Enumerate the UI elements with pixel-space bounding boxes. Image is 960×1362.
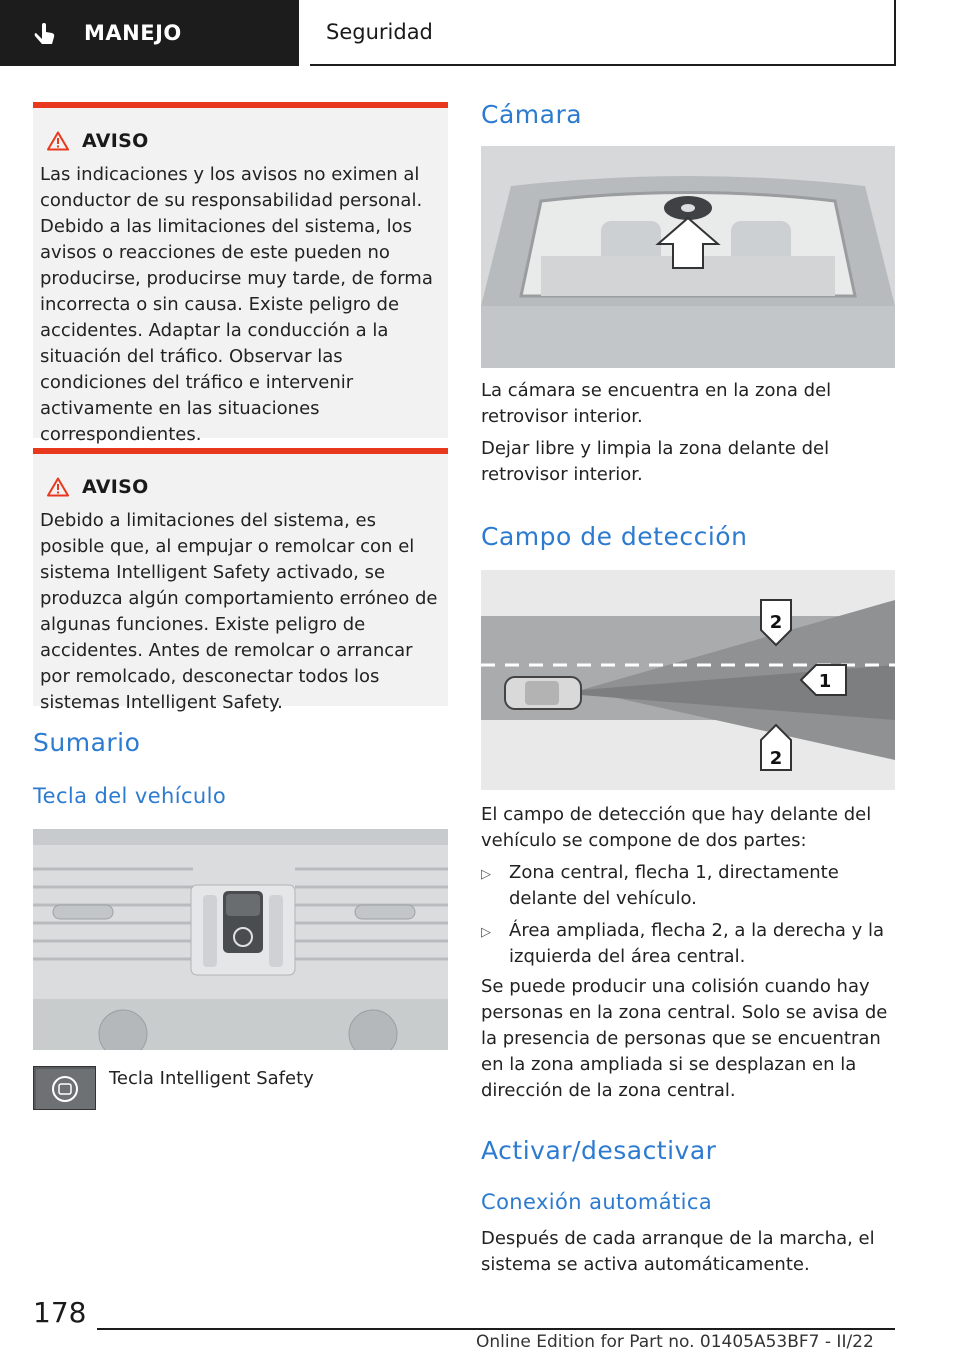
section-label: MANEJO bbox=[84, 21, 182, 45]
section-heading: Sumario bbox=[33, 728, 141, 757]
bullet-text: Zona central, flecha 1, directamente delante del vehículo. bbox=[509, 862, 839, 909]
camera-text-2: Dejar libre y limpia la zona delante del retrovisor interior. bbox=[481, 438, 830, 485]
detection-text: Se puede producir una colisión cuando hay personas en la zona central. Solo se avisa de la presencia de personas que se encuentran en la zona ampliada si se desplazan en la dirección de la zona central. bbox=[481, 976, 888, 1101]
triangle-bullet-icon: ▷ bbox=[481, 925, 491, 940]
triangle-bullet-icon: ▷ bbox=[481, 867, 491, 882]
vehicle-button-image bbox=[33, 829, 448, 1050]
list-item bbox=[481, 860, 895, 912]
warning-box-1 bbox=[33, 102, 448, 445]
camera-text-1: La cámara se encuentra en la zona del retrovisor interior. bbox=[481, 380, 832, 427]
auto-text: Después de cada arranque de la marcha, el sistema se activa automáticamente. bbox=[481, 1228, 875, 1275]
warning-triangle-icon bbox=[47, 477, 69, 497]
detection-bullets bbox=[481, 860, 895, 970]
arrow-label-1: 1 bbox=[818, 671, 832, 692]
intelligent-safety-button-icon bbox=[33, 1066, 96, 1110]
auto-heading: Conexión automática bbox=[481, 1190, 713, 1214]
warning-title: AVISO bbox=[82, 476, 149, 498]
chapter-tab bbox=[310, 0, 896, 66]
detection-intro: El campo de detección que hay delante del vehículo se compone de dos partes: bbox=[481, 804, 872, 851]
warning-triangle-icon bbox=[47, 131, 69, 151]
warning-box-2 bbox=[33, 448, 448, 713]
section-tab bbox=[0, 0, 299, 66]
camera-heading: Cámara bbox=[481, 100, 583, 129]
warning-text: Las indicaciones y los avisos no eximen al conductor de su responsabilidad personal. Debido a las limitaciones del sistema, los avisos o reacciones de este pueden no producirse, producirse muy tarde, de forma incorrecta o sin causa. Existe peligro de accidentes. Adaptar la conducción a la situación del tráfico. Observar las condiciones del tráfico e intervenir activamente en las situaciones correspondientes. bbox=[40, 164, 433, 445]
camera-image bbox=[481, 146, 895, 368]
detection-heading: Campo de detección bbox=[481, 522, 748, 551]
chapter-label: Seguridad bbox=[326, 20, 433, 44]
detection-field-image bbox=[481, 570, 895, 790]
warning-title: AVISO bbox=[82, 130, 149, 152]
subsection-heading: Tecla del vehículo bbox=[33, 784, 227, 808]
list-item bbox=[481, 918, 895, 970]
activate-heading: Activar/desactivar bbox=[481, 1136, 717, 1165]
arrow-label-2-top: 2 bbox=[769, 612, 783, 633]
arrow-label-2-bottom: 2 bbox=[769, 748, 783, 769]
button-caption: Tecla Intelligent Safety bbox=[109, 1068, 314, 1089]
hand-pointer-icon bbox=[32, 20, 58, 46]
page-number: 178 bbox=[33, 1296, 87, 1329]
bullet-text: Área ampliada, flecha 2, a la derecha y la izquierda del área central. bbox=[509, 920, 884, 967]
footer-divider bbox=[97, 1328, 895, 1330]
edition-note: Online Edition for Part no. 01405A53BF7 - II/22 bbox=[476, 1332, 874, 1352]
warning-text: Debido a limitaciones del sistema, es posible que, al empujar o remolcar con el sistema Intelligent Safety activado, se produzca algún comportamiento erróneo de algunas funciones. Existe peligro de accidentes. Antes de remolcar o arrancar por remolcado, desconectar todos los sistemas Intelligent Safety. bbox=[40, 510, 438, 713]
